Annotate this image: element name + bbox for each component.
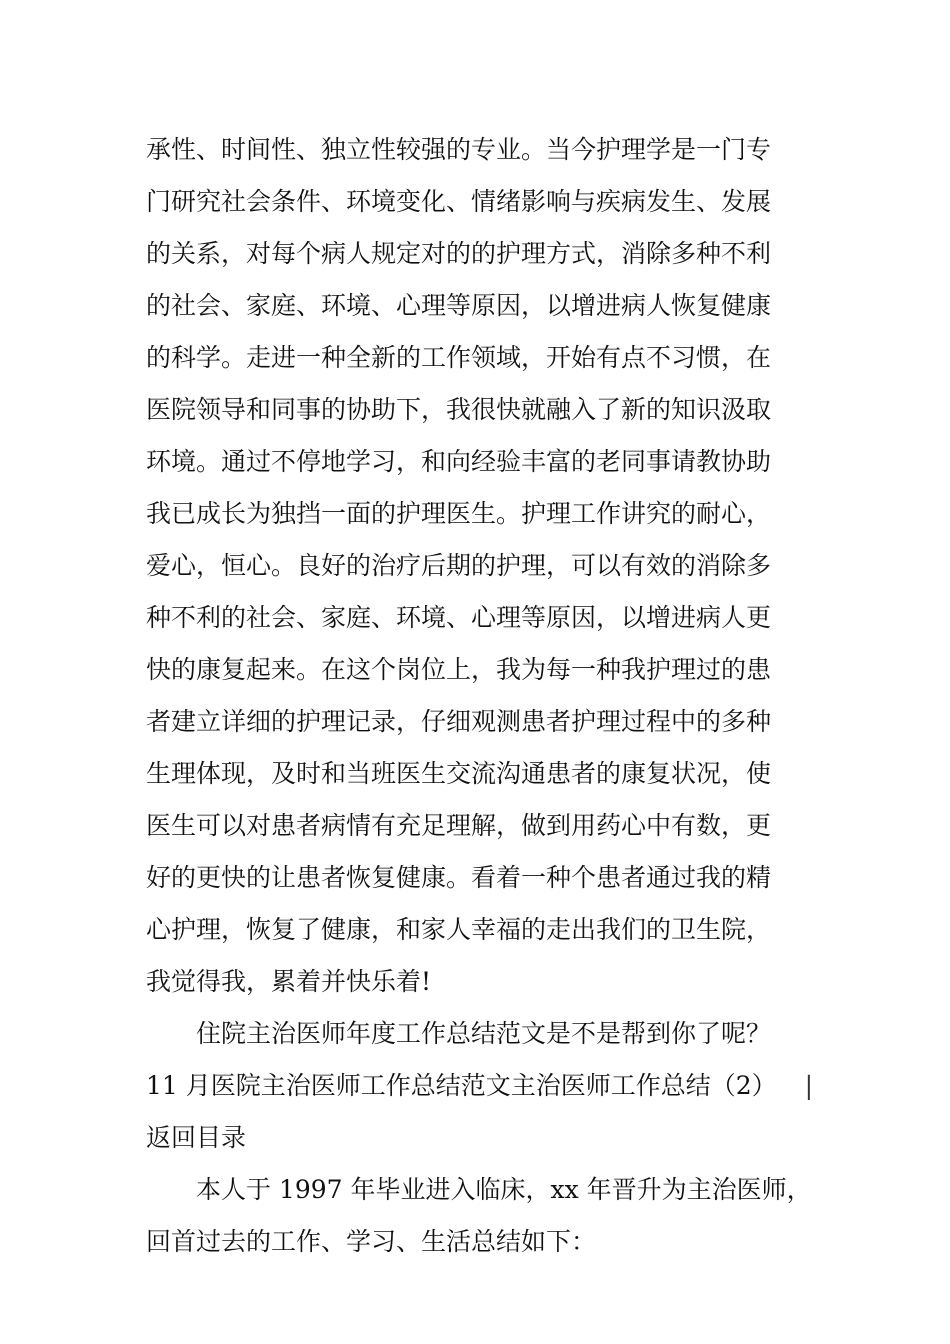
paragraph-line: 快的康复起来。在这个岗位上，我为每一种我护理过的患 (146, 655, 772, 684)
paragraph-line: 回首过去的工作、学习、生活总结如下： (146, 1227, 597, 1256)
paragraph-line: 种不利的社会、家庭、环境、心理等原因，以增进病人更 (146, 603, 772, 632)
paragraph-line: 生理体现，及时和当班医生交流沟通患者的康复状况，使 (146, 759, 772, 788)
paragraph-line: 门研究社会条件、环境变化、情绪影响与疾病发生、发展 (146, 187, 772, 216)
paragraph-line: 医院领导和同事的协助下，我很快就融入了新的知识汲取 (146, 395, 772, 424)
paragraph-line: 承性、时间性、独立性较强的专业。当今护理学是一门专 (146, 135, 772, 164)
paragraph-line: 医生可以对患者病情有充足理解，做到用药心中有数，更 (146, 811, 772, 840)
paragraph-line: 好的更快的让患者恢复健康。看着一种个患者通过我的精 (146, 863, 772, 892)
paragraph-line: 者建立详细的护理记录，仔细观测患者护理过程中的多种 (146, 707, 772, 736)
link-separator: | (804, 1071, 814, 1100)
paragraph-line: 的科学。走进一种全新的工作领域，开始有点不习惯，在 (146, 343, 772, 372)
paragraph-line: 我已成长为独挡一面的护理医生。护理工作讲究的耐心， (146, 499, 772, 528)
paragraph-line: 的关系，对每个病人规定对的的护理方式，消除多种不利 (146, 239, 772, 268)
paragraph-line: 环境。通过不停地学习，和向经验丰富的老同事请教协助 (146, 447, 772, 476)
next-article-link-row (146, 1060, 816, 1112)
question-line: 住院主治医师年度工作总结范文是不是帮到你了呢？ (196, 1019, 772, 1048)
next-article-link[interactable]: 11 月医院主治医师工作总结范文主治医师工作总结（2） (146, 1071, 777, 1100)
document-body (146, 124, 816, 1268)
back-to-toc-link[interactable]: 返回目录 (146, 1123, 247, 1152)
paragraph-line: 爱心，恒心。良好的治疗后期的护理，可以有效的消除多 (146, 551, 772, 580)
paragraph-line: 的社会、家庭、环境、心理等原因，以增进病人恢复健康 (146, 291, 772, 320)
paragraph-line: 我觉得我，累着并快乐着! (146, 967, 432, 996)
paragraph-line: 心护理，恢复了健康，和家人幸福的走出我们的卫生院， (146, 915, 772, 944)
paragraph-line: 本人于 1997 年毕业进入临床，xx 年晋升为主治医师， (196, 1175, 812, 1204)
